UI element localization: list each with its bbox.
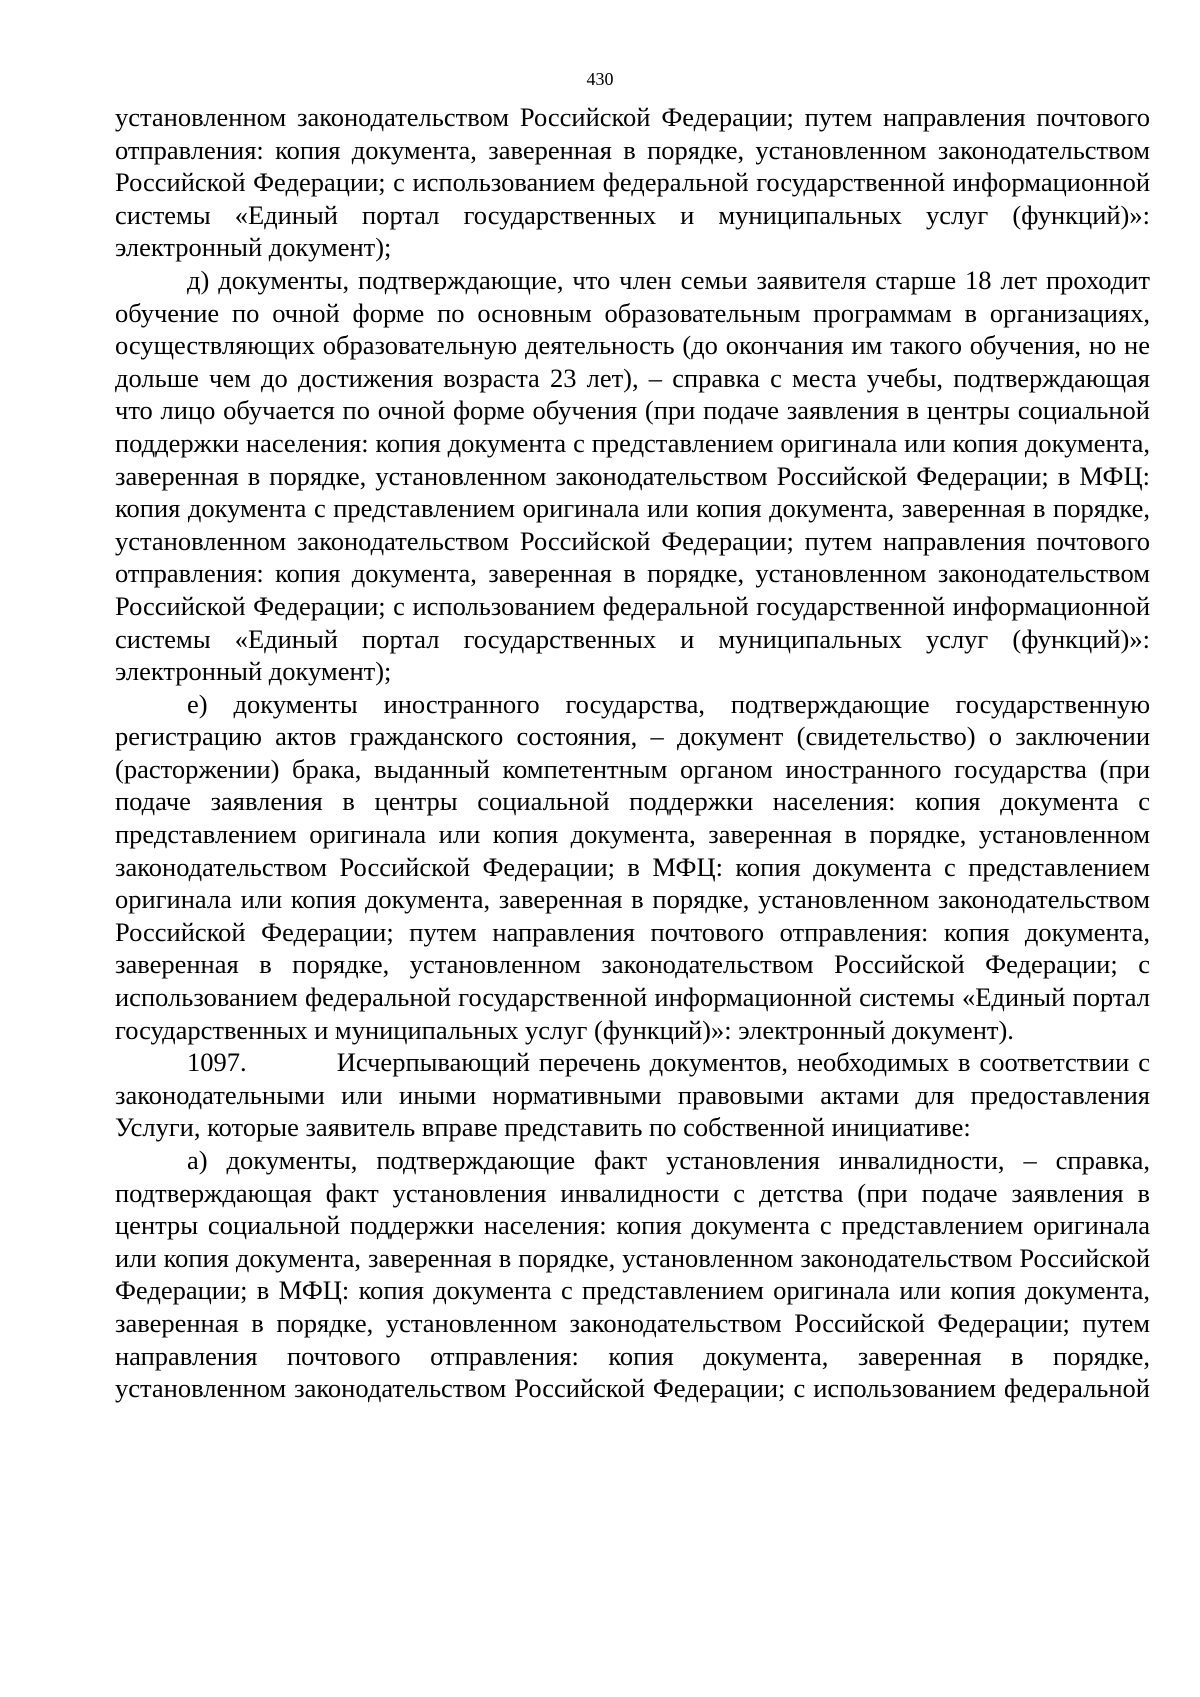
paragraph-item-a: а) документы, подтверждающие факт установления инвалидности, – справка, подтверждающая факт установления инвалидности с детства (при подаче заявления в центры социальной поддержки населения: копия документа с представлением оригинала или копия документа, заверенная в порядке, установленном законодательством Российской Федерации; в МФЦ: копия документа с представлением оригинала или копия документа, заверенная в порядке, установленном законодательством Российской Федерации; путем направления почтового отправления: копия документа, заверенная в порядке, установленном законодательством Российской Федерации; с использованием федеральной: [115, 1145, 1150, 1404]
paragraph-item-1097: 1097. Исчерпывающий перечень документов, необходимых в соответствии с законодательными или иными нормативными правовыми актами для предоставления Услуги, которые заявитель вправе представить по собственной инициативе:: [115, 1047, 1150, 1143]
page-number: 430: [586, 69, 614, 89]
paragraph-item-d: д) документы, подтверждающие, что член семьи заявителя старше 18 лет проходит обучение по очной форме по основным образовательным программам в организациях, осуществляющих образовательную деятельность (до окончания им такого обучения, но не дольше чем до достижения возраста 23 лет), – справка с места учебы, подтверждающая что лицо обучается по очной форме обучения (при подаче заявления в центры социальной поддержки населения: копия документа с представлением оригинала или копия документа, заверенная в порядке, установленном законодательством Российской Федерации; в МФЦ: копия документа с представлением оригинала или копия документа, заверенная в порядке, установленном законодательством Российской Федерации; путем направления почтового отправления: копия документа, заверенная в порядке, установленном законодательством Российской Федерации; с использованием федеральной государственной информационной системы «Единый портал государственных и муниципальных услуг (функций)»: электронный документ);: [115, 264, 1150, 687]
paragraph-item-e: е) документы иностранного государства, подтверждающие государственную регистрацию актов гражданского состояния, – документ (свидетельство) о заключении (расторжении) брака, выданный компетентным органом иностранного государства (при подаче заявления в центры социальной поддержки населения: копия документа с представлением оригинала или копия документа, заверенная в порядке, установленном законодательством Российской Федерации; в МФЦ: копия документа с представлением оригинала или копия документа, заверенная в порядке, установленном законодательством Российской Федерации; путем направления почтового отправления: копия документа, заверенная в порядке, установленном законодательством Российской Федерации; с использованием федеральной государственной информационной системы «Единый портал государственных и муниципальных услуг (функций)»: электронный документ).: [115, 688, 1150, 1045]
document-body: [115, 101, 1150, 1405]
paragraph-continuation: установленном законодательством Российской Федерации; путем направления почтового отправления: копия документа, заверенная в порядке, установленном законодательством Российской Федерации; с использованием федеральной государственной информационной системы «Единый портал государственных и муниципальных услуг (функций)»: электронный документ);: [115, 102, 1150, 263]
